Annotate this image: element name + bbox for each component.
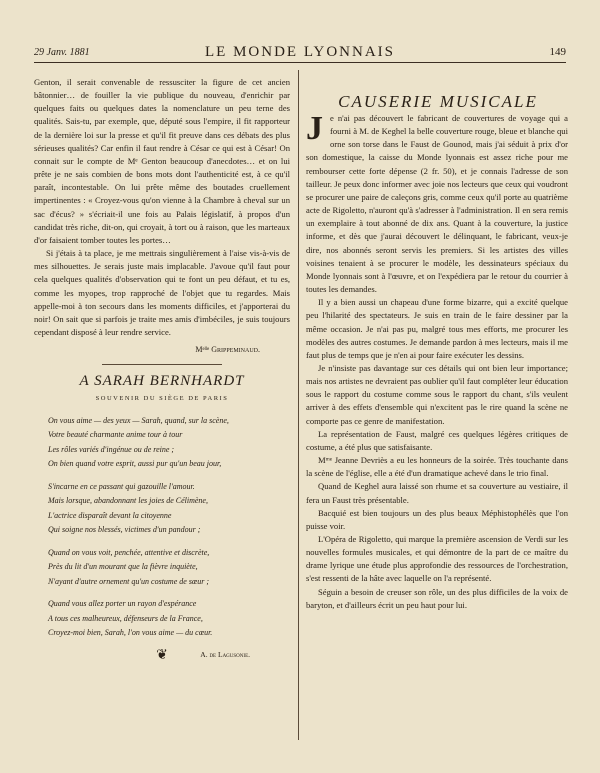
journal-title: LE MONDE LYONNAIS bbox=[205, 44, 395, 60]
article-paragraph: Mᵐᵉ Jeanne Devriès a eu les honneurs de la soirée. Très touchante dans la scène de l'église, elle a été d'un dramatique achevé dans le trio final. bbox=[306, 455, 568, 479]
article-paragraph: Si j'étais à ta place, je me mettrais singulièrement à l'aise vis-à-vis de mes silhouettes. Je serais juste mais implacable. J'avoue qu'il faut pour cela quelques qualités d'observation qui te font un peu défaut, et tu es, comme les myopes, trop rapproché de l'objet que tu regardes. Mais appelle-moi à ton secours dans les moments difficiles, et j'apporterai du noir! On sait que si parfois je traite mes amis d'imbéciles, je suis toujours cependant disposé à leur rendre service. bbox=[34, 248, 290, 337]
article-paragraph: Séguin a besoin de creuser son rôle, un des plus difficiles de la voix de baryton, et d'ailleurs écrit un peu haut pour lui. bbox=[306, 586, 568, 610]
poem-stanza: S'incarne en ce passant qui gazouille l'amour. Mais lorsque, abandonnant les joies de Célimène, L'actrice disparaît devant la citoyenne Qui soigne nos blessés, victimes d'un pandour ; bbox=[48, 481, 208, 535]
article-paragraph: Bacquié est bien toujours un des plus beaux Méphistophélès que l'on puisse voir. bbox=[306, 507, 568, 531]
poem-stanza: On vous aime — des yeux — Sarah, quand, sur la scène, Votre beauté charmante anime tour à tour Les rôles variés d'ingénue ou de reine ; On bien quand votre esprit, aussi pur qu'un beau jour, bbox=[48, 415, 229, 469]
poem-body bbox=[34, 414, 290, 641]
page-header bbox=[34, 44, 566, 62]
poem-subtitle: SOUVENIR DU SIÈGE DE PARIS bbox=[95, 395, 229, 403]
poem-stanza: Quand on vous voit, penchée, attentive et discrète, Près du lit d'un mourant que la fièvre inquiète, N'ayant d'autre ornement qu'un costume de sœur ; bbox=[48, 547, 210, 586]
page-number: 149 bbox=[549, 46, 566, 58]
issue-date: 29 Janv. 1881 bbox=[34, 47, 90, 58]
left-column bbox=[34, 76, 290, 661]
article-paragraph: Je n'insiste pas davantage sur ces détails qui ont bien leur importance; mais nos artistes ne devraient pas oublier qu'il faut compléter leur éducation sous le rapport du costume comme sous le rapport du chant, s'ils veulent arriver à des effets d'ensemble qui n'excitent pas le rire quand la scène ne comporte pas ce genre de manifestation. bbox=[306, 362, 568, 426]
drop-cap: J bbox=[306, 110, 323, 147]
article-paragraph: Je n'ai pas découvert le fabricant de couvertures de voyage qui a fourni à M. de Keghel la belle couverture rouge, bleue et blanche qui orne son torse dans le Faust de Gounod, mais j'ai séduit à prix d'or son domestique, la caisse du Monde lyonnais est assez riche pour me rembourser cette forte dépense (2 fr. 50), et je connais l'adresse de son tailleur. Je peux donc informer avec joie nos lecteurs que ceux qui voudront se procurer une paire de caleçons gris, comme ceux qu'il porte au quatrième acte de Rigoletto, n'auront qu'à s'adresser à l'administration. Il en sera remis un exemplaire à tout abonné de dix ans. Quant à la couverture, la justice informe, et dès que j'aurai découvert le délinquant, le fabricant, veux-je dire, nos abonnés seront servis les premiers. Si les artistes des villes voisines tenaient à se procurer le modèle, les dessinateurs spéciaux du Monde lyonnais sont à l'œuvre, et on l'expédiera par le retour du courrier à toutes les demandes. bbox=[306, 110, 568, 295]
article-paragraph: Quand de Keghel aura laissé son rhume et sa couverture au vestiaire, il fera un Faust très présentable. bbox=[306, 481, 568, 505]
poem-title: A SARAH BERNHARDT bbox=[79, 373, 245, 390]
article-paragraph: Genton, il serait convenable de ressusciter la figure de cet ancien bâtonnier… de fouiller la vie publique du nouveau, d'enrichir par quelques faits ou quelques dates la nomenclature un peu terne des qualités. Sais-tu, par exemple, que, député sous l'empire, il fit rapporteur de la dernière loi sur la presse et qu'il fit preuve dans ces débats des plus sérieuses qualités? Car enfin il faut rendre à César ce qui est à César! On connait sur le compte de Mᵉ Genton beaucoup d'anecdotes… et on lui prête je ne sais combien de bons mots dont l'authenticité est, à ce qu'il paraît, incontestable. On lui prête même des boutades cruellement impertinentes : « Croyez-vous qu'on vienne à la Chambre à cheval sur un sac d'écus? » s'écriait-il une fois au Palais législatif, à propos d'un candidat très riche, dit-on, qui croyait, à tort ou à raison, que les marteaux d'or faisaient tomber toutes les portes… bbox=[34, 77, 290, 245]
poem-stanza: Quand vous allez porter un rayon d'espérance A tous ces malheureux, défenseurs de la France, Croyez-moi bien, Sarah, l'on vous aime — du cœur. bbox=[48, 599, 213, 638]
right-column bbox=[306, 112, 568, 612]
article-paragraph: Il y a bien aussi un chapeau d'une forme bizarre, qui a excité quelque peu l'hilarité des spectateurs. Je suis en train de le faire dessiner par la même occasion. Je n'ai pas pu, malgré tous mes efforts, me procurer les modèles des autres costumes. Je demande pardon à mes lecteurs, mais il me faut plus de temps que je n'en ai pour faire exécuter les dessins. bbox=[306, 297, 568, 360]
article-paragraph: L'Opéra de Rigoletto, qui marque la première ascension de Verdi sur les nouvelles formules musicales, et qui démontre de la part de ce maître du drame lyrique une étude plus approfondie des ressources de l'orchestration, s'est ressenti de la hâte avec laquelle on l'a représenté. bbox=[306, 534, 568, 584]
poem-signature: A. de Lagusonie. bbox=[200, 649, 250, 659]
ornament-icon: ❦ bbox=[156, 647, 168, 663]
column-divider bbox=[298, 70, 299, 740]
article-signature: Mᵉˡˡᵉ Grippeminaud. bbox=[195, 345, 260, 355]
section-rule bbox=[102, 364, 222, 365]
header-rule bbox=[34, 62, 566, 63]
section-title: CAUSERIE MUSICALE bbox=[338, 92, 538, 111]
article-paragraph: La représentation de Faust, malgré ces quelques légères critiques de costume, a été plus que satisfaisante. bbox=[306, 428, 568, 452]
